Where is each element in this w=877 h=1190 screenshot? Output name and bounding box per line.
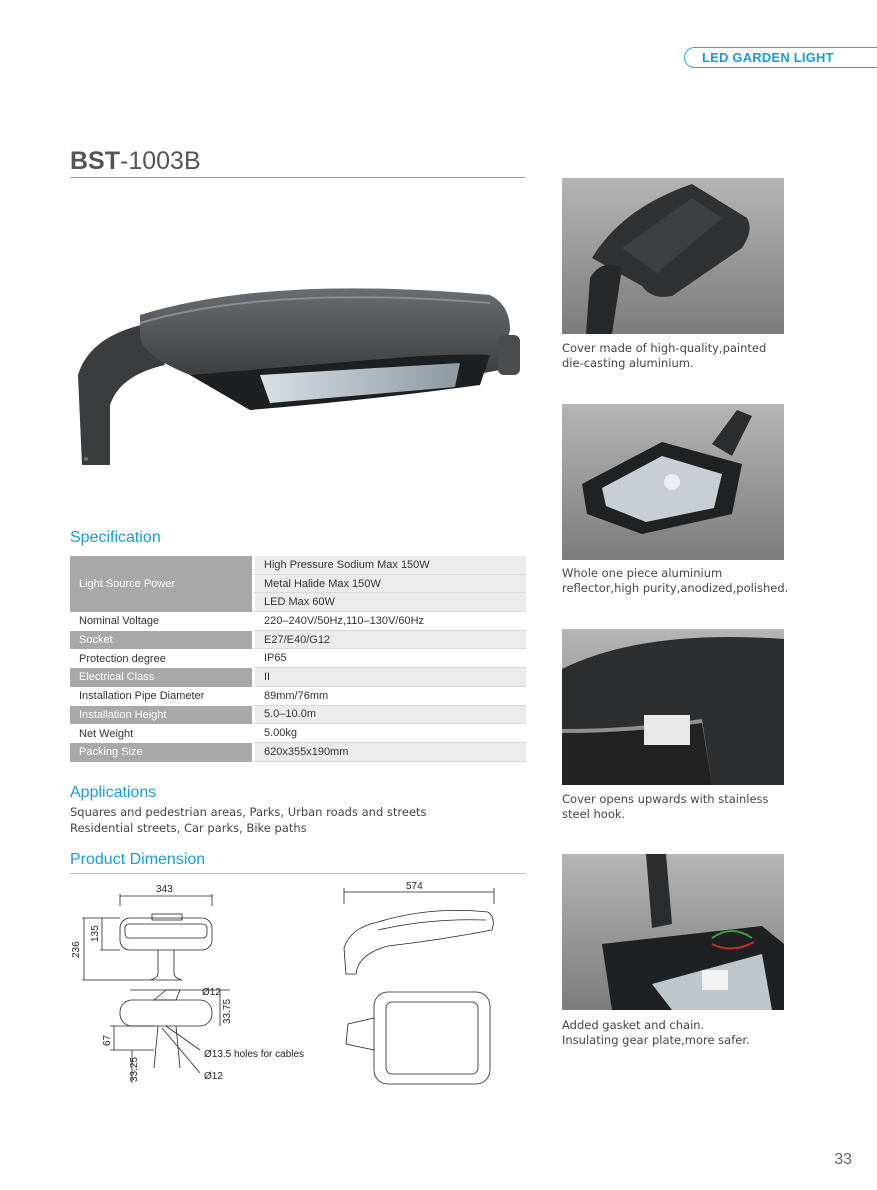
applications-line: Residential streets, Car parks, Bike paths bbox=[70, 821, 307, 835]
spec-value: IP65 bbox=[252, 649, 526, 668]
spec-label: Protection degree bbox=[70, 649, 252, 668]
dim-label: Ø12 bbox=[204, 1071, 223, 1082]
feature-caption bbox=[562, 1018, 750, 1047]
header-tag: LED GARDEN LIGHT bbox=[702, 50, 834, 65]
feature-caption bbox=[562, 792, 769, 821]
spec-label: Installation Height bbox=[70, 706, 252, 725]
feature-caption bbox=[562, 341, 766, 370]
product-hero-image bbox=[70, 275, 525, 470]
caption-line: Added gasket and chain. bbox=[562, 1018, 705, 1032]
model-prefix: BST bbox=[70, 147, 120, 175]
dimension-drawing-side bbox=[330, 878, 510, 1088]
applications-line: Squares and pedestrian areas, Parks, Urban roads and streets bbox=[70, 805, 427, 819]
dim-label: 343 bbox=[156, 884, 173, 895]
caption-line: Whole one piece aluminium bbox=[562, 566, 723, 580]
feature-photo-reflector bbox=[562, 404, 784, 560]
spec-value: LED Max 60W bbox=[252, 593, 526, 612]
spec-value: II bbox=[252, 668, 526, 687]
caption-line: Cover opens upwards with stainless bbox=[562, 792, 769, 806]
dim-label: 574 bbox=[406, 881, 423, 892]
model-suffix: -1003B bbox=[120, 147, 201, 175]
table-row bbox=[70, 724, 526, 743]
spec-label: Installation Pipe Diameter bbox=[70, 687, 252, 706]
feature-photo-gasket bbox=[562, 854, 784, 1010]
spec-label: Nominal Voltage bbox=[70, 612, 252, 631]
product-title bbox=[70, 147, 201, 176]
dim-label: 67 bbox=[102, 1034, 113, 1046]
feature-photo-hook bbox=[562, 629, 784, 785]
spec-value: 5.00kg bbox=[252, 724, 526, 743]
spec-value: 5.0–10.0m bbox=[252, 706, 526, 725]
table-row bbox=[70, 556, 526, 575]
applications-heading: Applications bbox=[70, 784, 157, 801]
spec-value: High Pressure Sodium Max 150W bbox=[252, 556, 526, 575]
caption-line: Cover made of high-quality,painted bbox=[562, 341, 767, 355]
spec-value: Metal Halide Max 150W bbox=[252, 575, 526, 594]
dim-label: 33.25 bbox=[129, 1056, 140, 1082]
caption-line: die-casting aluminium. bbox=[562, 355, 694, 370]
table-row bbox=[70, 649, 526, 668]
dim-label: Ø13.5 holes for cables bbox=[204, 1049, 305, 1060]
title-divider bbox=[70, 177, 525, 178]
table-row bbox=[70, 668, 526, 687]
feature-photo-cover bbox=[562, 178, 784, 334]
dim-label: 236 bbox=[71, 941, 82, 958]
caption-line: steel hook. bbox=[562, 806, 626, 821]
spec-value: 620x355x190mm bbox=[252, 743, 526, 762]
spec-table bbox=[70, 556, 526, 762]
spec-value: 220–240V/50Hz,110–130V/60Hz bbox=[252, 612, 526, 631]
spec-value: 89mm/76mm bbox=[252, 687, 526, 706]
table-row bbox=[70, 612, 526, 631]
spec-label: Net Weight bbox=[70, 724, 252, 743]
caption-line: reflector,high purity,anodized,polished. bbox=[562, 580, 789, 595]
dimension-divider bbox=[70, 873, 526, 874]
spec-label: Socket bbox=[70, 631, 252, 650]
spec-heading: Specification bbox=[70, 529, 161, 546]
dimension-heading: Product Dimension bbox=[70, 851, 206, 868]
table-row bbox=[70, 687, 526, 706]
table-row bbox=[70, 706, 526, 725]
feature-caption bbox=[562, 566, 788, 595]
table-row bbox=[70, 631, 526, 650]
applications-text bbox=[70, 804, 427, 836]
spec-label: Light Source Power bbox=[70, 556, 252, 612]
page-number: 33 bbox=[834, 1151, 852, 1168]
spec-label: Electrical Class bbox=[70, 668, 252, 687]
dim-label: 135 bbox=[90, 925, 101, 942]
spec-label: Packing Size bbox=[70, 743, 252, 762]
table-row bbox=[70, 743, 526, 762]
dim-label: 33.75 bbox=[222, 998, 233, 1024]
spec-value: E27/E40/G12 bbox=[252, 631, 526, 650]
caption-line: Insulating gear plate,more safer. bbox=[562, 1032, 750, 1047]
dim-label: Ø12 bbox=[202, 987, 221, 998]
